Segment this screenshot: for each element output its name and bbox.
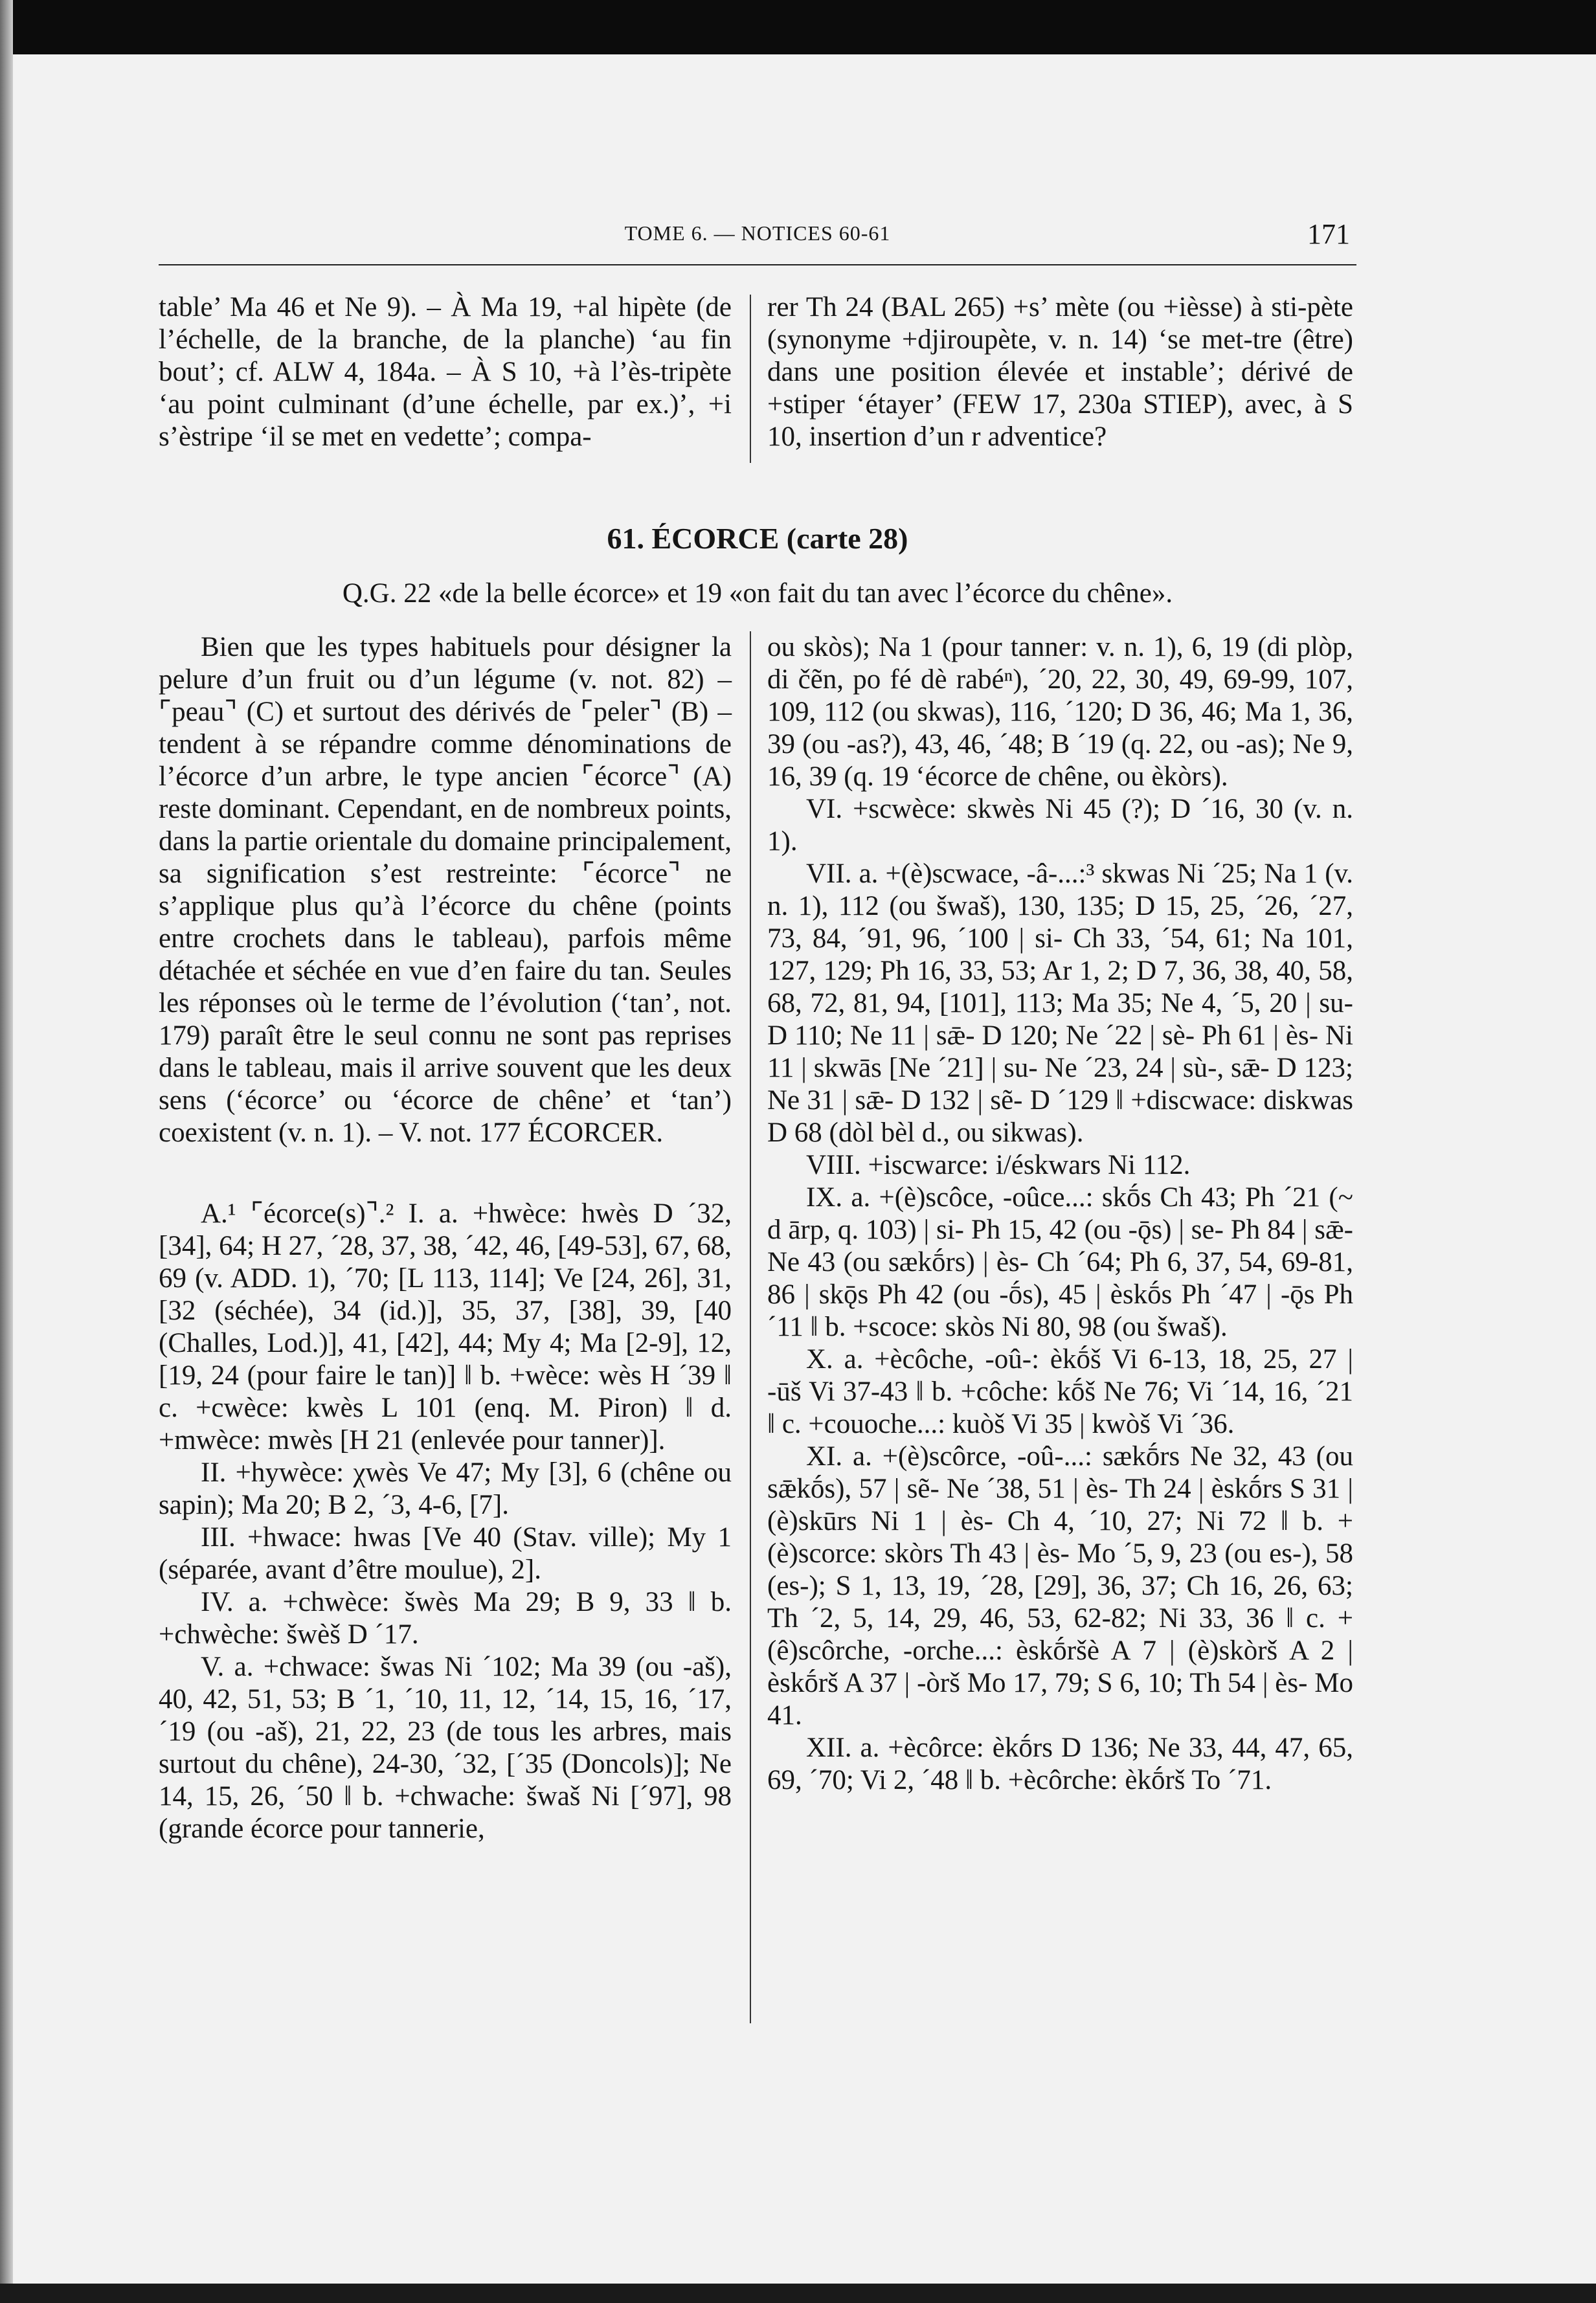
scan-bottom-border (0, 2284, 1596, 2303)
entry-VI: VI. +scwèce: skwès Ni 45 (?); D ´16, 30 (v. n. 1). (767, 794, 1353, 857)
continuation-right-column (767, 291, 1353, 453)
column-divider-top (750, 295, 751, 463)
entry-IX: IX. a. +(è)scôce, -oûce...: skṓs Ch 43; Ph ´21 (~ d ārp, q. 103) | si- Ph 15, 42 (ou -ǭs) | se- Ph 84 | sǣ- Ne 43 (ou sækṓrs) | ès- Ch ´64; Ph 6, 37, 54, 69-81, 86 | skǭs Ph 42 (ou -ṓs), 45 | èskṓs Ph ´47 | -ǭs Ph ´11 ‖ b. +scoce: skòs Ni 80, 98 (ou šwaš). (767, 1182, 1353, 1342)
running-title: TOME 6. — NOTICES 60-61 (624, 221, 891, 245)
main-left-column (159, 631, 732, 1845)
main-right-column (767, 631, 1353, 1797)
entry-XII: XII. a. +ècôrce: èkṓrs D 136; Ne 33, 44, 47, 65, 69, ´70; Vi 2, ´48 ‖ b. +ècôrche: èkṓrš To ´71. (767, 1733, 1353, 1795)
notice-title: 61. ÉCORCE (carte 28) (607, 522, 908, 555)
page-number: 171 (1307, 218, 1350, 250)
scan-top-border (0, 0, 1596, 54)
entry-A-I: A.¹ ⌜écorce(s)⌝.² I. a. +hwèce: hwès D ´32, [34], 64; H 27, ´28, 37, 38, ´42, 46, [49-53], 67, 68, 69 (v. ADD. 1), ´70; [L 113, 114]; Ve [24, 26], 31, [32 (séchée), 34 (id.)], 35, 37, [38], 39, [40 (Challes, Lod.)], 41, [42], 44; My 4; Ma [2-9], 12, [19, 24 (pour faire le tan)] ‖ b. +wèce: wès H ´39 ‖ c. +cwèce: kwès L 101 (enq. M. Piron) ‖ d. +mwèce: mwès [H 21 (enlevée pour tanner)]. (159, 1198, 732, 1455)
entry-XI: XI. a. +(è)scôrce, -oû-...: sækṓrs Ne 32, 43 (ou sǣkṓs), 57 | sẽ- Ne ´38, 51 | ès- Th 24 | èskṓrs S 31 | (è)skūrs Ni 1 | ès- Ch 4, ´10, 27; Ni 72 ‖ b. +(è)scorce: skòrs Th 43 | ès- Mo ´5, 9, 23 (ou es-), 58 (es-); S 1, 13, 19, ´28, [29], 36, 37; Ch 16, 26, 63; Th ´2, 5, 14, 29, 46, 53, 62-82; Ni 33, 36 ‖ c. +(ê)scôrche, -orche...: èskṓršè A 7 | (è)skòrš A 2 | èskṓrš A 37 | -òrš Mo 17, 79; S 6, 10; Th 54 | ès- Mo 41. (767, 1441, 1353, 1731)
continuation-left-column (159, 291, 732, 453)
entry-III: III. +hwace: hwas [Ve 40 (Stav. ville); My 1 (séparée, avant d’être moulue), 2]. (159, 1522, 732, 1585)
entry-V: V. a. +chwace: šwas Ni ´102; Ma 39 (ou -aš), 40, 42, 51, 53; B ´1, ´10, 11, 12, ´14, 15, 16, ´17, ´19 (ou -aš), 21, 22, 23 (de tous les arbres, mais surtout du chêne), 24-30, ´32, [´35 (Doncols)]; Ne 14, 15, 26, ´50 ‖ b. +chwache: šwaš Ni [´97], 98 (grande écorce pour tannerie, (159, 1652, 732, 1844)
entry-V-continued: ou skòs); Na 1 (pour tanner: v. n. 1), 6, 19 (di plòp, di čẽn, po fé dè rabéⁿ), ´20, 22, 30, 49, 69-99, 107, 109, 112 (ou skwas), 116, ´120; D 36, 46; Ma 1, 36, 39 (ou -as?), 43, 46, ´48; B ´19 (q. 22, ou -as); Ne 9, 16, 39 (q. 19 ‘écorce de chêne, ou èkòrs). (767, 632, 1353, 792)
running-head (159, 218, 1356, 263)
intro-paragraph: Bien que les types habituels pour désigner la pelure d’un fruit ou d’un légume (v. not. 82) – ⌜peau⌝ (C) et surtout des dérivés de ⌜peler⌝ (B) – tendent à se répandre comme dénominations de l’écorce d’un arbre, le type ancien ⌜écorce⌝ (A) reste dominant. Cependant, en de nombreux points, dans la partie orientale du domaine principalement, sa signification s’est restreinte: ⌜écorce⌝ ne s’applique plus qu’à l’écorce du chêne (points entre crochets dans le tableau), parfois même détachée et séchée en vue d’en faire du tan. Seules les réponses où le terme de l’évolution (‘tan’, not. 179) paraît être le seul connu ne sont pas reprises dans le tableau, mais il arrive souvent que les deux sens (‘écorce’ ou ‘écorce de chêne’ et ‘tan’) coexistent (v. n. 1). – V. not. 177 ÉCORCER. (159, 632, 732, 1148)
entry-VIII: VIII. +iscwarce: i/éskwars Ni 112. (806, 1150, 1191, 1180)
paragraph-gap (159, 1149, 732, 1198)
entry-VII: VII. a. +(è)scwace, -â-...:³ skwas Ni ´25; Na 1 (v. n. 1), 112 (ou šwaš), 130, 135; D 15, 25, ´26, ´27, 73, 84, ´91, 96, ´100 | si- Ch 33, ´54, 61; Na 101, 127, 129; Ph 16, 33, 53; Ar 1, 2; D 7, 36, 38, 40, 58, 68, 72, 81, 94, [101], 113; Ma 35; Ne 4, ´5, 20 | su- D 110; Ne 11 | sǣ- D 120; Ne ´22 | sè- Ph 61 | ès- Ni 11 | skwās [Ne ´21] | su- Ne ´23, 24 | sù-, sǣ- D 123; Ne 31 | sǣ- D 132 | sẽ- D ´129 ‖ +discwace: diskwas D 68 (dòl bèl d., ou sikwas). (767, 859, 1353, 1148)
header-rule (159, 264, 1356, 265)
entry-II: II. +hywèce: χwès Ve 47; My [3], 6 (chêne ou sapin); Ma 20; B 2, ´3, 4-6, [7]. (159, 1457, 732, 1520)
continuation-left-text: table’ Ma 46 et Ne 9). – À Ma 19, +al hipète (de l’échelle, de la branche, de la planche) ‘au fin bout’; cf. ALW 4, 184a. – À S 10, +à l’ès-tripète ‘au point culminant (d’une échelle, par ex.)’, +i s’èstripe ‘il se met en vedette’; compa- (159, 292, 732, 452)
entry-X: X. a. +ècôche, -oû-: èkṓš Vi 6-13, 18, 25, 27 | -ūš Vi 37-43 ‖ b. +côche: kṓš Ne 76; Vi ´14, 16, ´21 ‖ c. +couoche...: kuòš Vi 35 | kwòš Vi ´36. (767, 1344, 1353, 1439)
continuation-right-text: rer Th 24 (BAL 265) +s’ mète (ou +ièsse) à sti-pète (synonyme +djiroupète, v. n. 14) ‘se met-tre (être) dans une position élevée et instable’; dérivé de +stiper ‘étayer’ (FEW 17, 230a STIEP), avec, à S 10, insertion d’un r adventice? (767, 292, 1353, 452)
entry-IV: IV. a. +chwèce: šwès Ma 29; B 9, 33 ‖ b. +chwèche: šwèš D ´17. (159, 1587, 732, 1650)
column-divider-main (750, 631, 751, 2023)
scan-left-edge (0, 0, 13, 2303)
notice-question: Q.G. 22 «de la belle écorce» et 19 «on fait du tan avec l’écorce du chêne». (342, 578, 1173, 609)
